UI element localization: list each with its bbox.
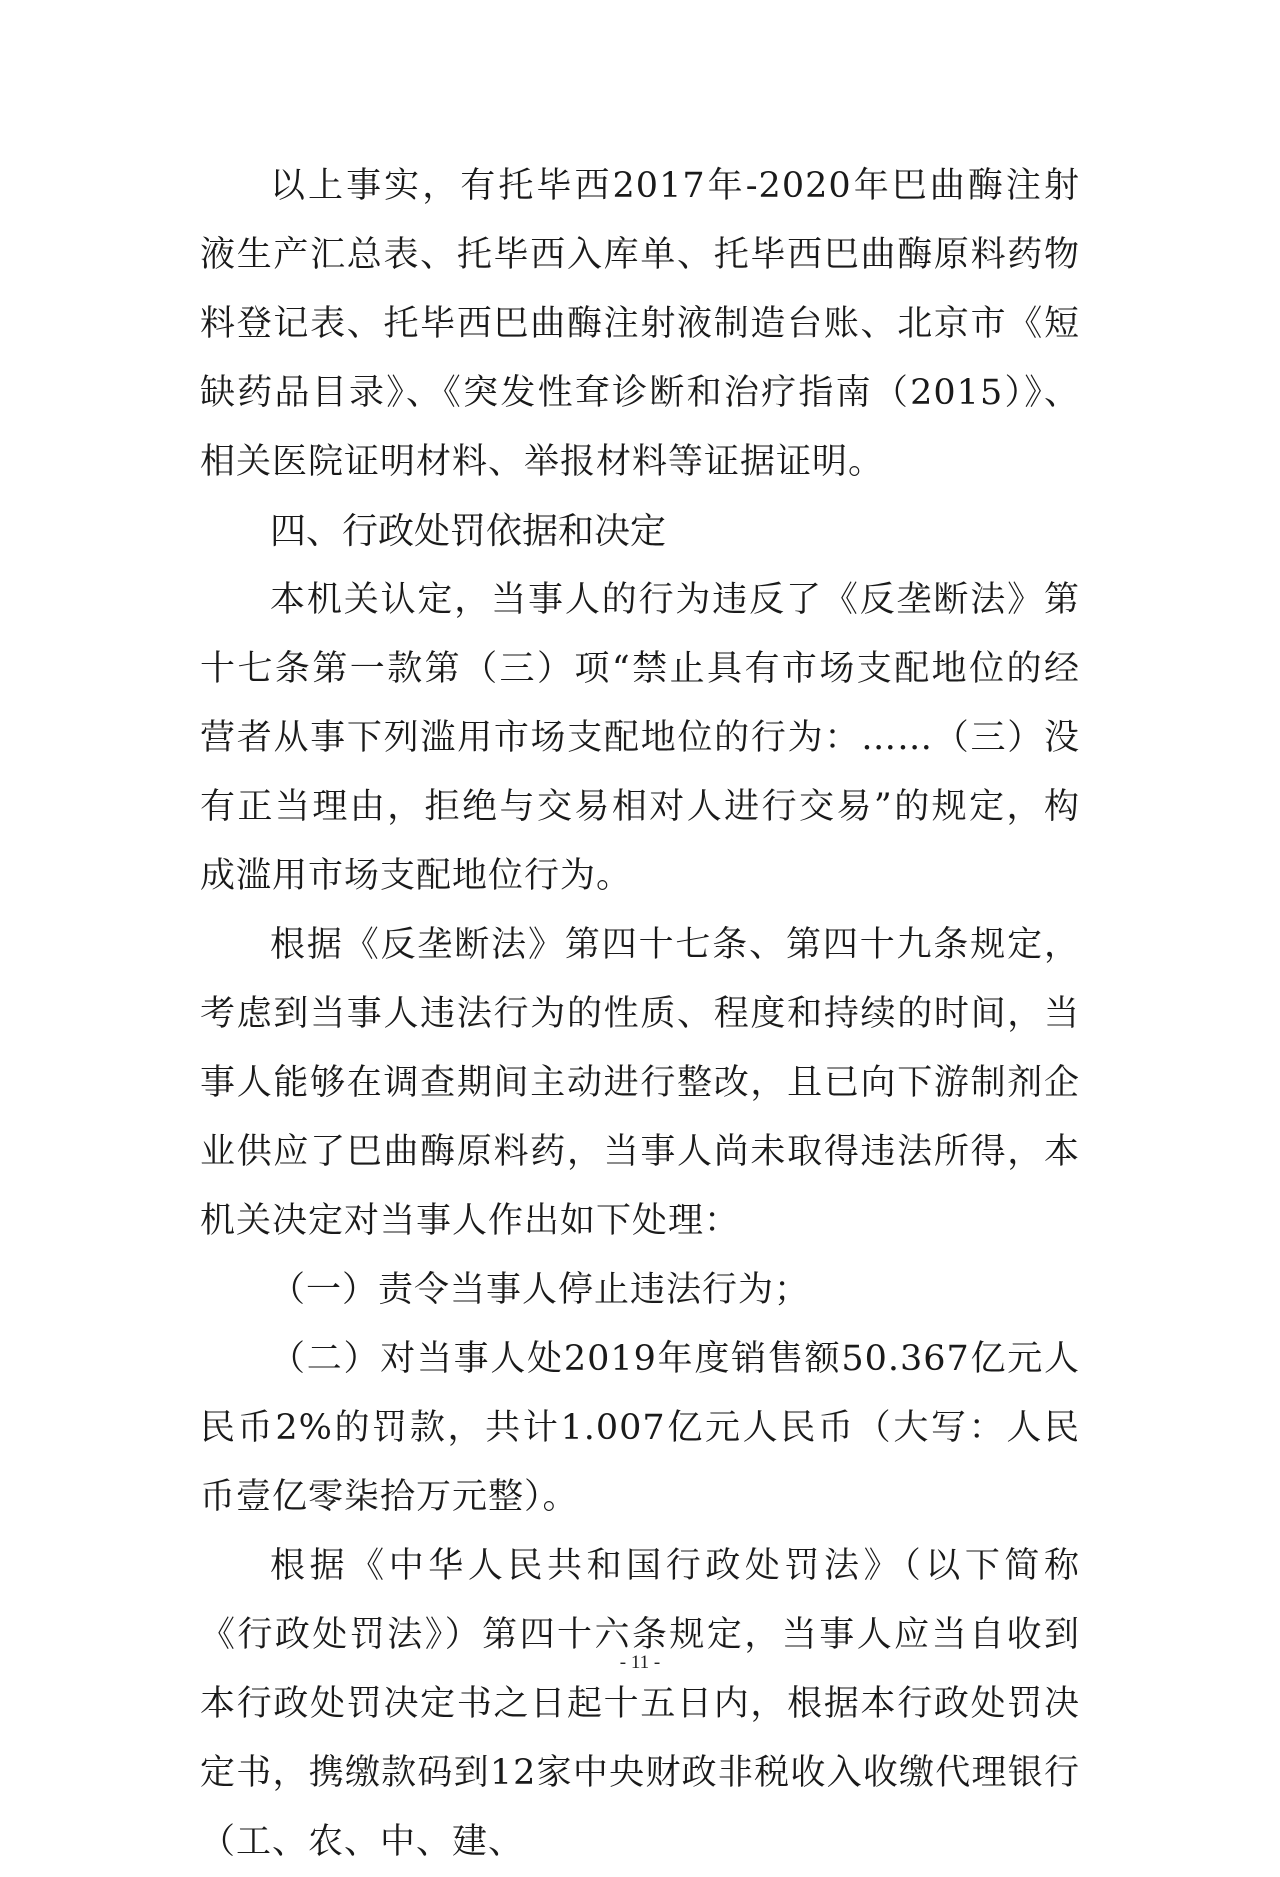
document-body — [200, 152, 1080, 1877]
paragraph-payment-instructions: 根据《中华人民共和国行政处罚法》（以下简称《行政处罚法》）第四十六条规定，当事人应当自收到本行政处罚决定书之日起十五日内，根据本行政处罚决定书，携缴款码到12家中央财政非税收入收缴代理银行（工、农、中、建、 — [200, 1546, 1080, 1862]
paragraph-evidence: 以上事实，有托毕西2017年-2020年巴曲酶注射液生产汇总表、托毕西入库单、托毕西巴曲酶原料药物料登记表、托毕西巴曲酶注射液制造台账、北京市《短缺药品目录》、《突发性耷诊断和治疗指南（2015）》、相关医院证明材料、举报材料等证据证明。 — [200, 166, 1080, 482]
section-heading-penalty-basis: 四、行政处罚依据和决定 — [270, 511, 667, 552]
paragraph-penalty-basis: 根据《反垄断法》第四十七条、第四十九条规定，考虑到当事人违法行为的性质、程度和持续的时间，当事人能够在调查期间主动进行整改，且已向下游制剂企业供应了巴曲酶原料药，当事人尚未取得违法所得，本机关决定对当事人作出如下处理： — [200, 925, 1080, 1241]
page-number: - 11 - — [619, 1652, 661, 1673]
paragraph-fine: （二）对当事人处2019年度销售额50.367亿元人民币2%的罚款，共计1.007亿元人民币（大写：人民币壹亿零柒拾万元整）。 — [200, 1339, 1080, 1517]
paragraph-order-stop: （一）责令当事人停止违法行为； — [270, 1270, 811, 1310]
paragraph-determination: 本机关认定，当事人的行为违反了《反垄断法》第十七条第一款第（三）项“禁止具有市场支配地位的经营者从事下列滥用市场支配地位的行为：……（三）没有正当理由，拒绝与交易相对人进行交易”的规定，构成滥用市场支配地位行为。 — [200, 580, 1080, 896]
